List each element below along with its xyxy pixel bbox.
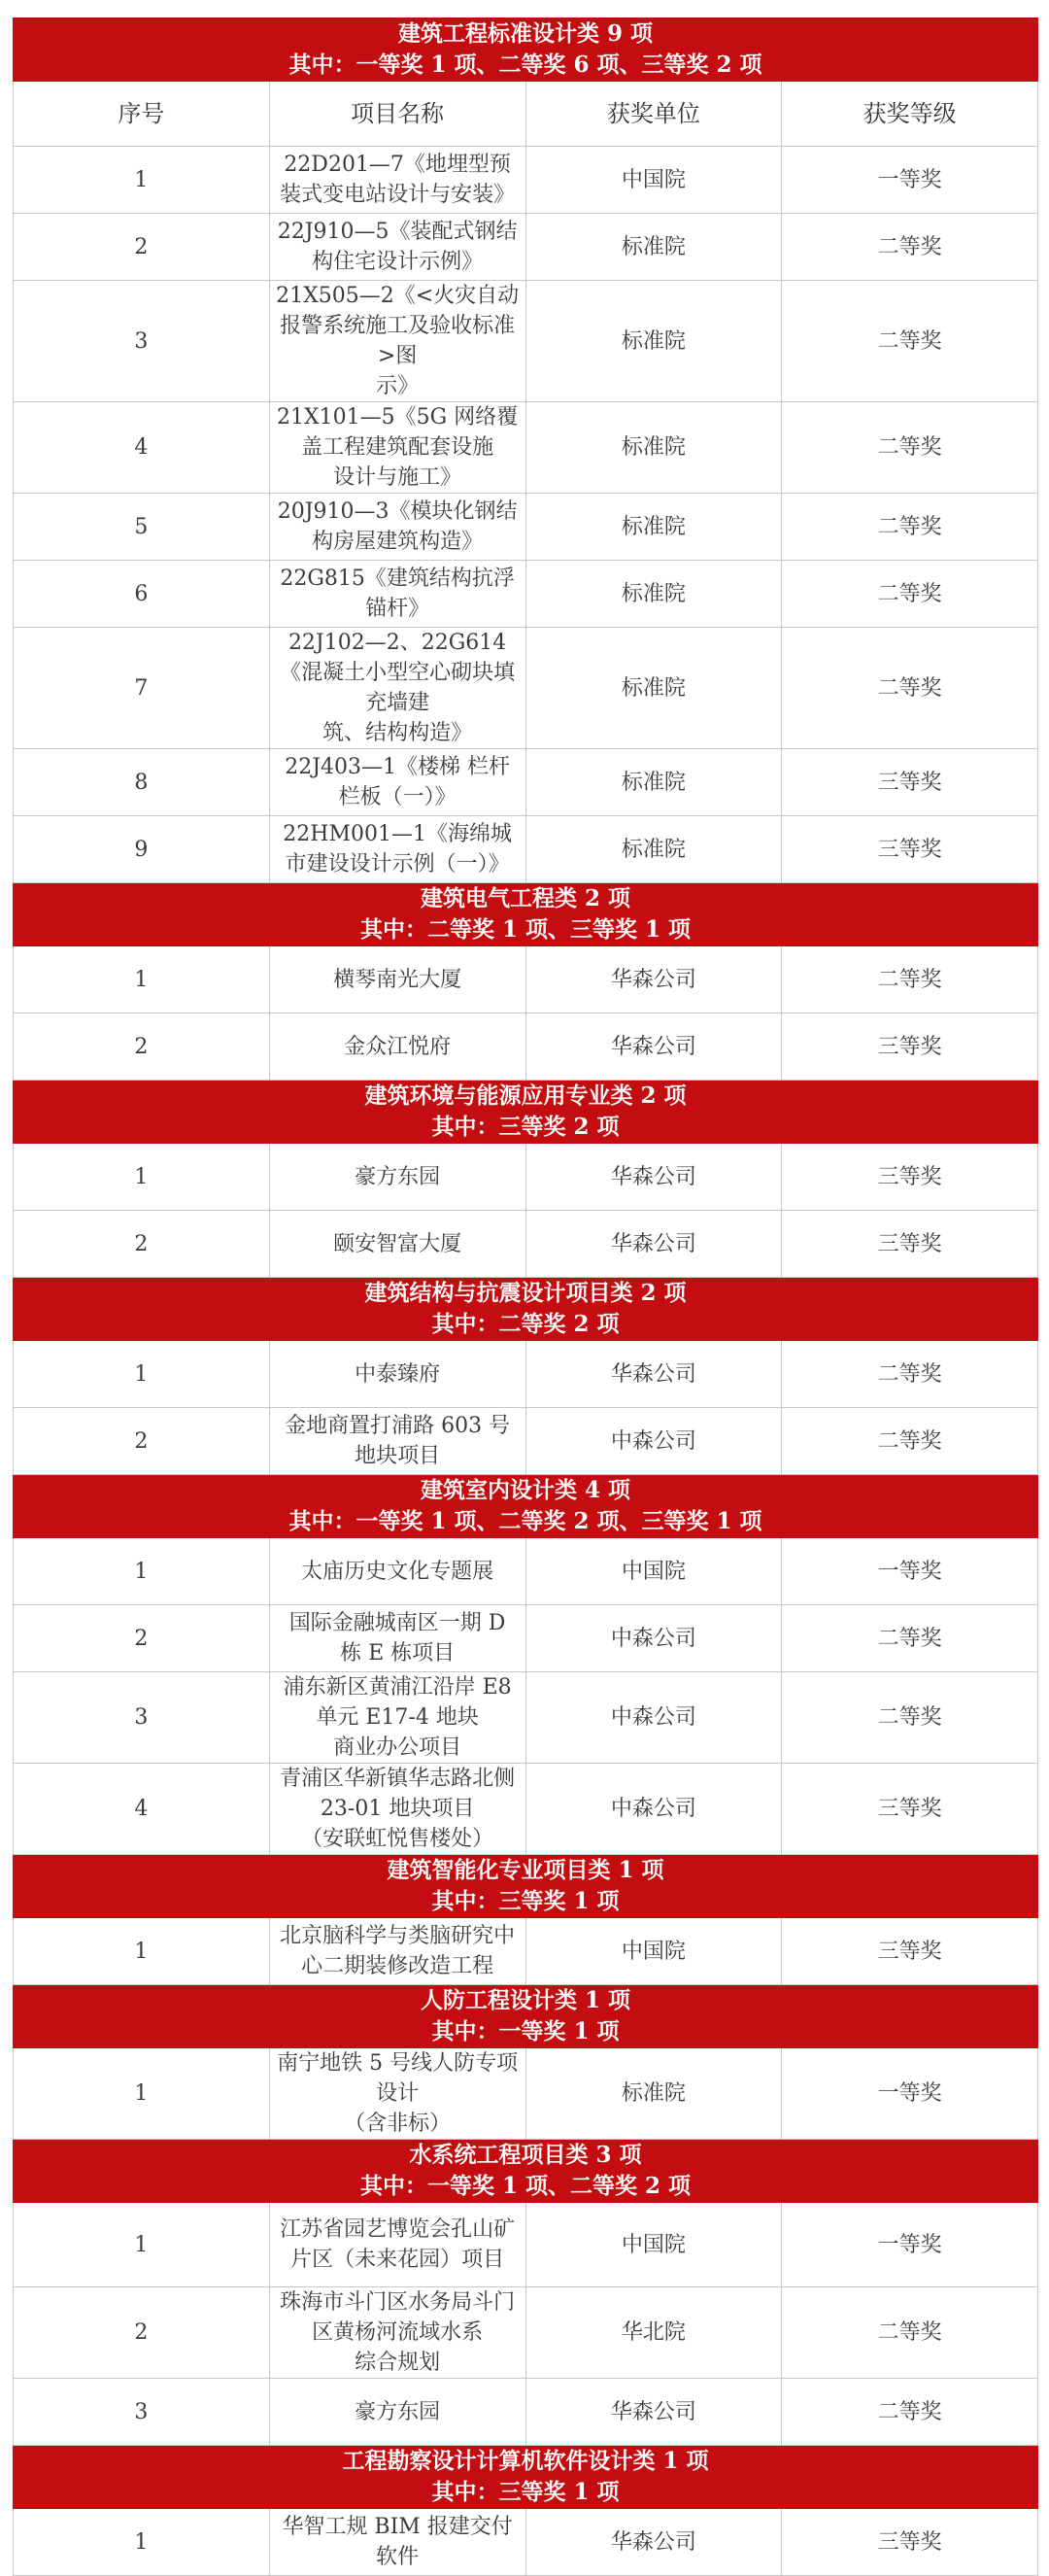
row-number: 1 [14, 1538, 270, 1605]
section-header [14, 1475, 1038, 1538]
project-name: 22D201—7《地埋型预装式变电站设计与安装》 [269, 147, 525, 214]
row-number: 3 [14, 281, 270, 402]
award-unit: 标准院 [525, 749, 782, 816]
award-level: 二等奖 [782, 561, 1038, 628]
table-row [14, 2048, 1038, 2140]
award-level: 三等奖 [782, 1144, 1038, 1211]
row-number: 4 [14, 402, 270, 494]
row-number: 2 [14, 1605, 270, 1672]
award-level: 三等奖 [782, 1013, 1038, 1081]
project-name: 22HM001—1《海绵城市建设设计示例（一）》 [269, 816, 525, 883]
row-number: 2 [14, 214, 270, 281]
award-unit: 华森公司 [525, 946, 782, 1013]
table-row [14, 2509, 1038, 2576]
section-header [14, 1985, 1038, 2048]
award-unit: 中国院 [525, 1538, 782, 1605]
section-subtitle: 其中：三等奖 1 项 [431, 1888, 620, 1914]
section-subtitle: 其中：三等奖 2 项 [431, 1114, 620, 1140]
project-name: 珠海市斗门区水务局斗门区黄杨河流域水系 综合规划 [269, 2287, 525, 2379]
section-title: 工程勘察设计计算机软件设计类 1 项 [342, 2448, 709, 2474]
award-unit: 华北院 [525, 2287, 782, 2379]
section-title: 水系统工程项目类 3 项 [409, 2142, 642, 2168]
project-name: 金地商置打浦路 603 号地块项目 [269, 1408, 525, 1475]
table-row [14, 494, 1038, 561]
award-table [13, 17, 1038, 2576]
table-row [14, 214, 1038, 281]
project-name: 豪方东园 [269, 1144, 525, 1211]
award-unit: 标准院 [525, 816, 782, 883]
project-name: 国际金融城南区一期 D 栋 E 栋项目 [269, 1605, 525, 1672]
row-number: 1 [14, 2048, 270, 2140]
table-row [14, 1144, 1038, 1211]
section-title-cell [14, 2446, 1038, 2509]
section-title: 建筑环境与能源应用专业类 2 项 [364, 1082, 687, 1109]
table-row [14, 2287, 1038, 2379]
section-title-cell [14, 1985, 1038, 2048]
table-row [14, 749, 1038, 816]
award-unit: 中国院 [525, 2203, 782, 2287]
award-level: 一等奖 [782, 2048, 1038, 2140]
project-name: 豪方东园 [269, 2379, 525, 2446]
award-unit: 标准院 [525, 494, 782, 561]
award-unit: 标准院 [525, 281, 782, 402]
row-number: 1 [14, 147, 270, 214]
row-number: 9 [14, 816, 270, 883]
award-unit: 华森公司 [525, 1144, 782, 1211]
project-name: 南宁地铁 5 号线人防专项设计 （含非标） [269, 2048, 525, 2140]
award-level: 二等奖 [782, 1672, 1038, 1764]
award-level: 二等奖 [782, 2287, 1038, 2379]
table-row [14, 1918, 1038, 1985]
section-subtitle: 其中：一等奖 1 项、二等奖 2 项 [359, 2173, 692, 2199]
section-subtitle: 其中：三等奖 1 项 [431, 2479, 620, 2505]
section-subtitle: 其中：二等奖 2 项 [431, 1311, 620, 1337]
column-header-no: 序号 [14, 82, 270, 147]
column-header-level: 获奖等级 [782, 82, 1038, 147]
award-level: 三等奖 [782, 2509, 1038, 2576]
award-unit: 标准院 [525, 214, 782, 281]
project-name: 21X101—5《5G 网络覆盖工程建筑配套设施 设计与施工》 [269, 402, 525, 494]
award-level: 二等奖 [782, 1341, 1038, 1408]
section-subtitle: 其中：二等奖 1 项、三等奖 1 项 [359, 916, 692, 943]
section-title: 人防工程设计类 1 项 [420, 1987, 631, 2013]
project-name: 颐安智富大厦 [269, 1211, 525, 1278]
section-subtitle: 其中：一等奖 1 项、二等奖 2 项、三等奖 1 项 [288, 1508, 762, 1534]
table-row [14, 946, 1038, 1013]
section-title-cell [14, 2140, 1038, 2203]
section-subtitle: 其中：一等奖 1 项 [431, 2018, 620, 2044]
award-level: 二等奖 [782, 628, 1038, 749]
table-row [14, 1672, 1038, 1764]
project-name: 北京脑科学与类脑研究中心二期装修改造工程 [269, 1918, 525, 1985]
section-title: 建筑智能化专业项目类 1 项 [387, 1857, 664, 1883]
section-title: 建筑电气工程类 2 项 [420, 885, 631, 911]
section-header [14, 2446, 1038, 2509]
section-header [14, 1081, 1038, 1144]
row-number: 6 [14, 561, 270, 628]
section-header [14, 883, 1038, 946]
section-title-cell [14, 1081, 1038, 1144]
table-row [14, 1538, 1038, 1605]
award-level: 三等奖 [782, 1764, 1038, 1855]
section-title-cell [14, 18, 1038, 82]
section-title: 建筑结构与抗震设计项目类 2 项 [364, 1280, 687, 1306]
column-header-name: 项目名称 [269, 82, 525, 147]
row-number: 2 [14, 1211, 270, 1278]
award-unit: 华森公司 [525, 2509, 782, 2576]
award-unit: 华森公司 [525, 1211, 782, 1278]
row-number: 1 [14, 1144, 270, 1211]
award-unit: 中国院 [525, 147, 782, 214]
award-level: 二等奖 [782, 281, 1038, 402]
project-name: 江苏省园艺博览会孔山矿片区（未来花园）项目 [269, 2203, 525, 2287]
section-title-cell [14, 1475, 1038, 1538]
section-header [14, 2140, 1038, 2203]
award-unit: 标准院 [525, 628, 782, 749]
project-name: 20J910—3《模块化钢结构房屋建筑构造》 [269, 494, 525, 561]
table-row [14, 2203, 1038, 2287]
table-row [14, 1013, 1038, 1081]
award-level: 二等奖 [782, 214, 1038, 281]
table-row [14, 628, 1038, 749]
section-title: 建筑室内设计类 4 项 [420, 1477, 631, 1503]
row-number: 1 [14, 946, 270, 1013]
project-name: 青浦区华新镇华志路北侧 23-01 地块项目 （安联虹悦售楼处） [269, 1764, 525, 1855]
award-level: 二等奖 [782, 1408, 1038, 1475]
award-level: 二等奖 [782, 2379, 1038, 2446]
section-title-cell [14, 1855, 1038, 1918]
table-row [14, 402, 1038, 494]
column-header-row [14, 82, 1038, 147]
award-unit: 中森公司 [525, 1672, 782, 1764]
award-unit: 标准院 [525, 402, 782, 494]
table-row [14, 1408, 1038, 1475]
project-name: 华智工规 BIM 报建交付软件 [269, 2509, 525, 2576]
award-unit: 中森公司 [525, 1408, 782, 1475]
row-number: 2 [14, 1408, 270, 1475]
table-row [14, 816, 1038, 883]
award-unit: 华森公司 [525, 1341, 782, 1408]
award-level: 三等奖 [782, 1211, 1038, 1278]
table-row [14, 2379, 1038, 2446]
award-unit: 华森公司 [525, 1013, 782, 1081]
award-level: 二等奖 [782, 402, 1038, 494]
award-level: 三等奖 [782, 749, 1038, 816]
row-number: 1 [14, 1341, 270, 1408]
project-name: 21X505—2《<火灾自动报警系统施工及验收标准>图 示》 [269, 281, 525, 402]
award-level: 一等奖 [782, 2203, 1038, 2287]
table-body [14, 18, 1038, 2576]
award-unit: 华森公司 [525, 2379, 782, 2446]
section-title: 建筑工程标准设计类 9 项 [397, 20, 654, 47]
project-name: 22G815《建筑结构抗浮锚杆》 [269, 561, 525, 628]
table-row [14, 1211, 1038, 1278]
row-number: 3 [14, 1672, 270, 1764]
row-number: 7 [14, 628, 270, 749]
row-number: 1 [14, 1918, 270, 1985]
award-unit: 标准院 [525, 561, 782, 628]
project-name: 浦东新区黄浦江沿岸 E8 单元 E17-4 地块 商业办公项目 [269, 1672, 525, 1764]
row-number: 5 [14, 494, 270, 561]
award-unit: 标准院 [525, 2048, 782, 2140]
project-name: 中泰臻府 [269, 1341, 525, 1408]
column-header-unit: 获奖单位 [525, 82, 782, 147]
row-number: 8 [14, 749, 270, 816]
row-number: 2 [14, 1013, 270, 1081]
row-number: 3 [14, 2379, 270, 2446]
table-row [14, 1764, 1038, 1855]
project-name: 金众江悦府 [269, 1013, 525, 1081]
table-row [14, 561, 1038, 628]
project-name: 22J910—5《装配式钢结构住宅设计示例》 [269, 214, 525, 281]
row-number: 4 [14, 1764, 270, 1855]
section-header [14, 1278, 1038, 1341]
row-number: 1 [14, 2509, 270, 2576]
table-row [14, 147, 1038, 214]
table-row [14, 1341, 1038, 1408]
section-header [14, 18, 1038, 82]
section-header [14, 1855, 1038, 1918]
award-level: 三等奖 [782, 1918, 1038, 1985]
table-row [14, 1605, 1038, 1672]
row-number: 1 [14, 2203, 270, 2287]
award-level: 一等奖 [782, 1538, 1038, 1605]
award-level: 三等奖 [782, 816, 1038, 883]
award-level: 二等奖 [782, 1605, 1038, 1672]
award-unit: 中森公司 [525, 1605, 782, 1672]
project-name: 太庙历史文化专题展 [269, 1538, 525, 1605]
project-name: 22J102—2、22G614《混凝土小型空心砌块填充墙建 筑、结构构造》 [269, 628, 525, 749]
award-unit: 中森公司 [525, 1764, 782, 1855]
row-number: 2 [14, 2287, 270, 2379]
section-subtitle: 其中：一等奖 1 项、二等奖 6 项、三等奖 2 项 [288, 52, 762, 78]
award-level: 一等奖 [782, 147, 1038, 214]
section-title-cell [14, 883, 1038, 946]
project-name: 22J403—1《楼梯 栏杆 栏板（一）》 [269, 749, 525, 816]
project-name: 横琴南光大厦 [269, 946, 525, 1013]
section-title-cell [14, 1278, 1038, 1341]
award-unit: 中国院 [525, 1918, 782, 1985]
table-row [14, 281, 1038, 402]
award-level: 二等奖 [782, 494, 1038, 561]
award-level: 二等奖 [782, 946, 1038, 1013]
